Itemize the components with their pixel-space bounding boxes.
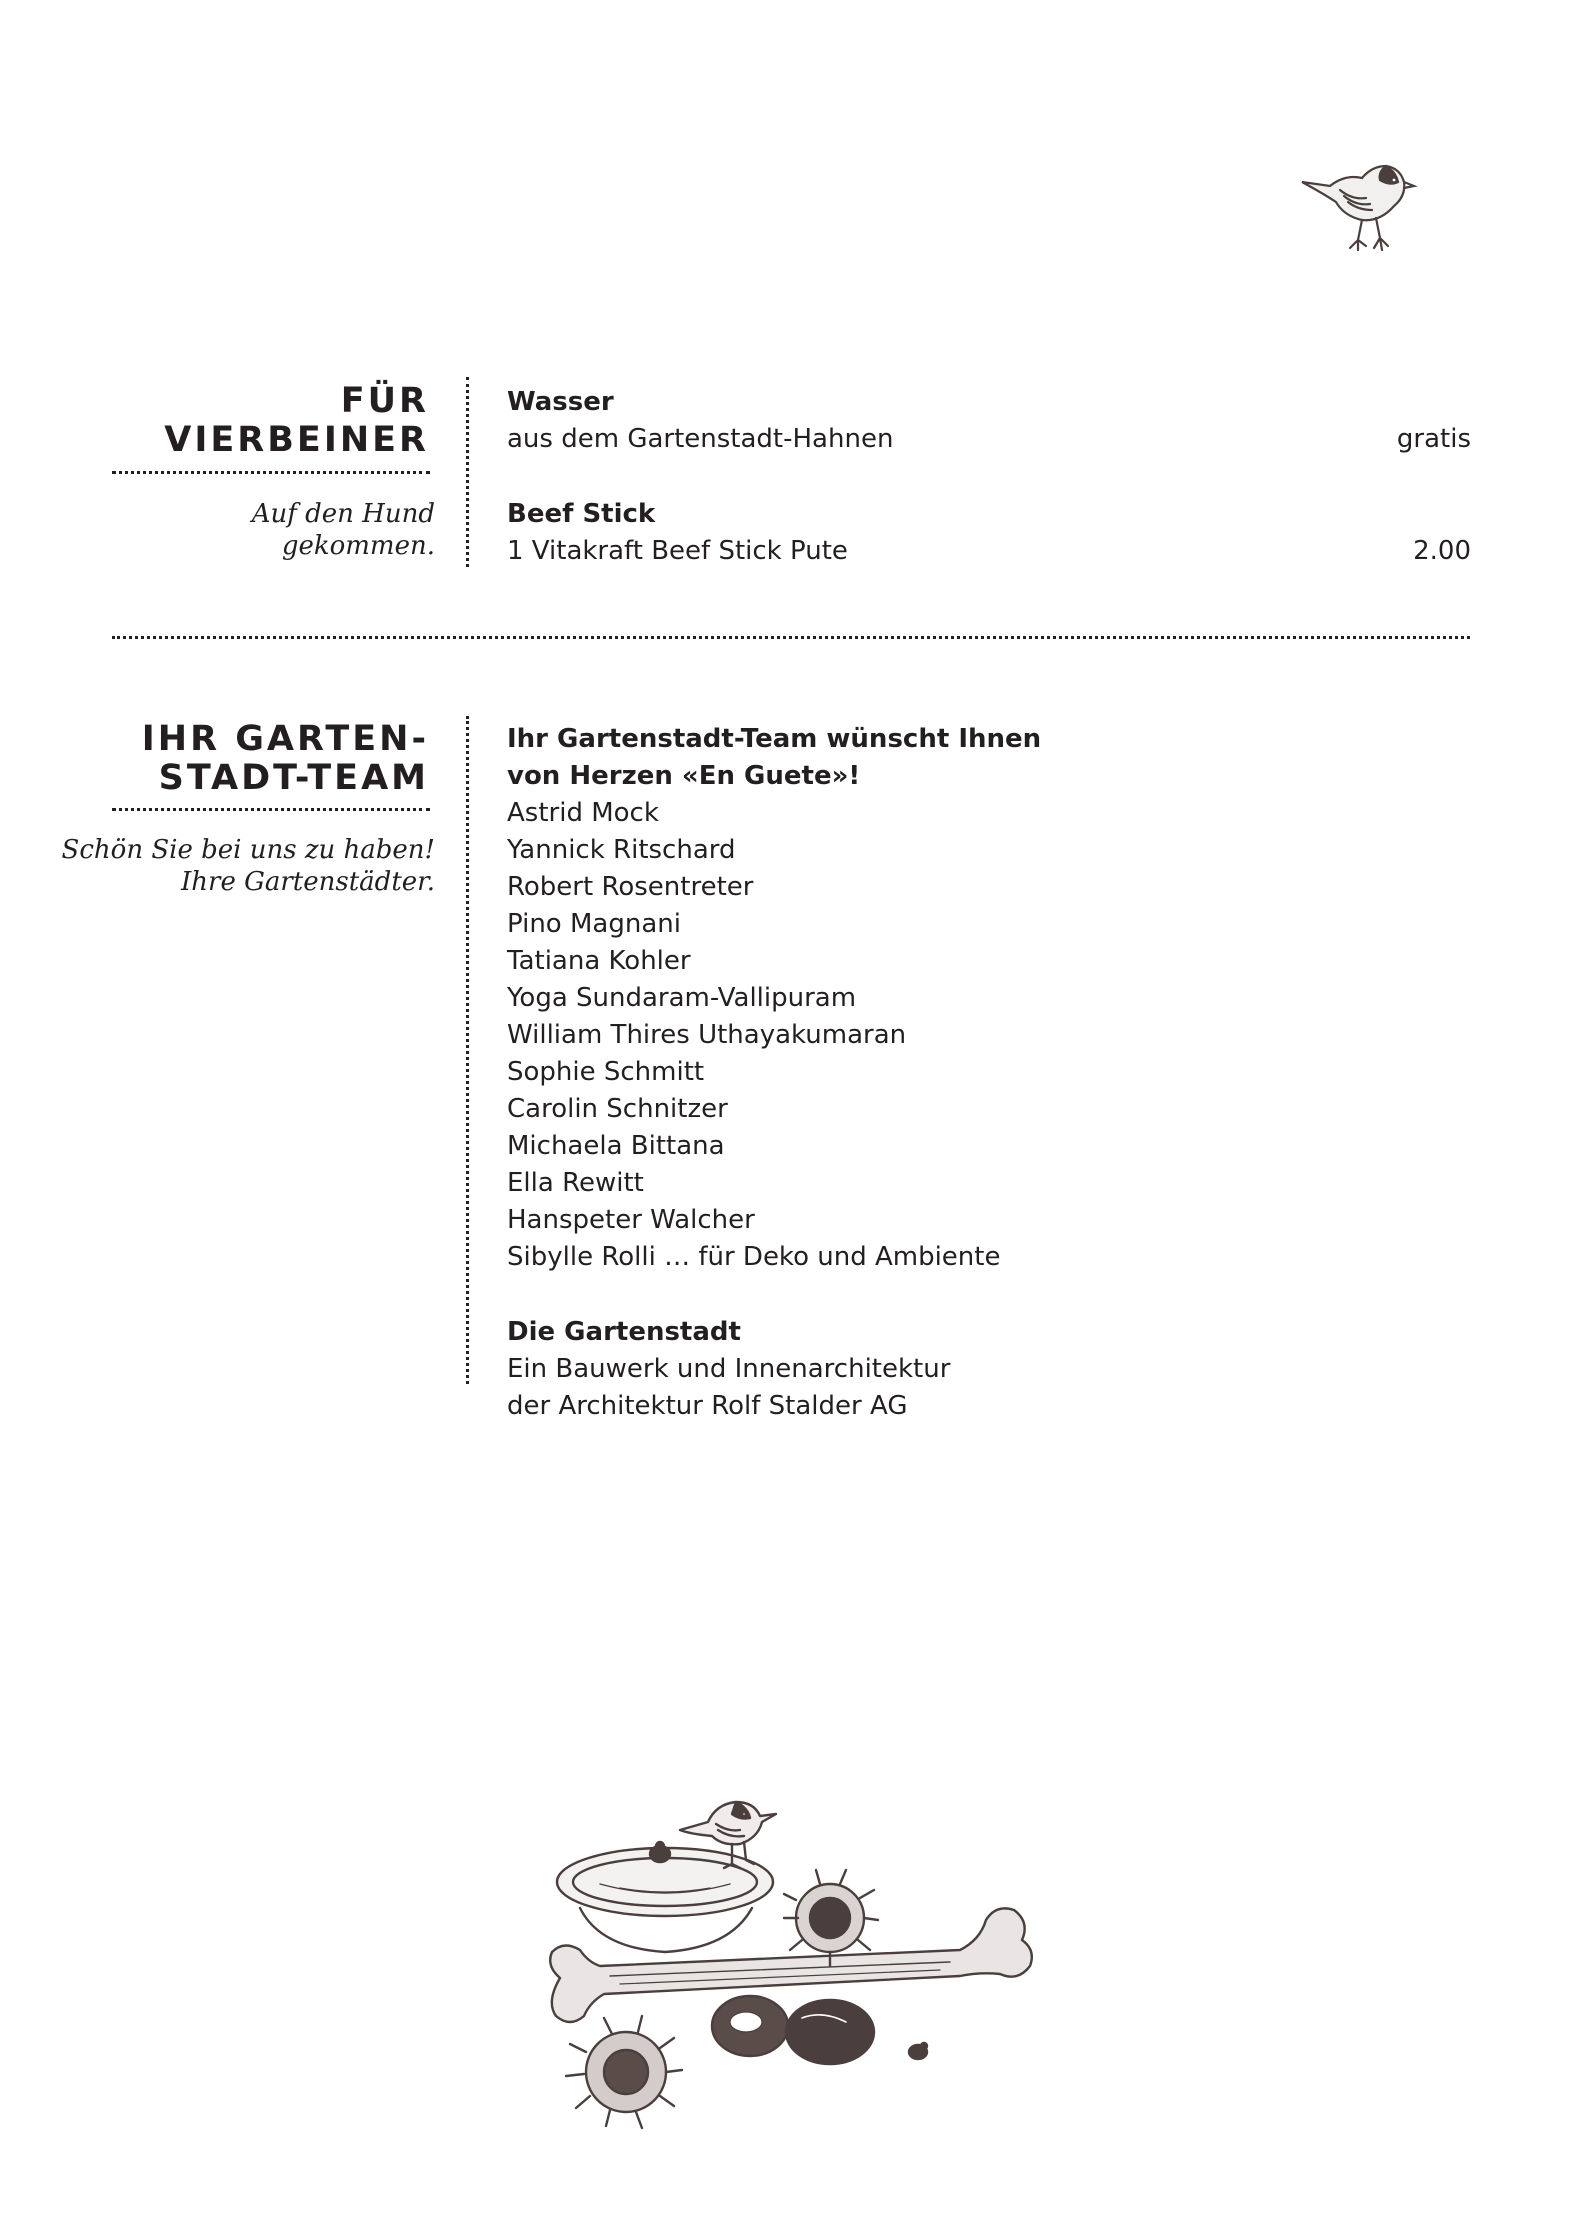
team-member-list xyxy=(507,795,1471,1276)
building-line2: der Architektur Rolf Stalder AG xyxy=(507,1391,908,1421)
section-team-underline xyxy=(112,808,430,811)
team-member: Yoga Sundaram-Vallipuram xyxy=(507,983,857,1013)
section-separator xyxy=(112,636,1470,639)
menu-item-price: gratis xyxy=(1396,424,1471,454)
building-title: Die Gartenstadt xyxy=(507,1317,741,1347)
section-dogs-menu xyxy=(507,384,1471,570)
section-team-title-line1: IHR GARTEN- xyxy=(141,719,429,759)
section-dogs-title xyxy=(164,382,429,460)
team-member: Carolin Schnitzer xyxy=(507,1094,728,1124)
team-greeting-line2: von Herzen «En Guete»! xyxy=(507,761,861,791)
section-dogs-divider xyxy=(466,377,469,567)
section-team-divider xyxy=(466,716,469,1384)
team-member: Michaela Bittana xyxy=(507,1131,725,1161)
team-member: Robert Rosentreter xyxy=(507,872,754,902)
section-team-content xyxy=(507,721,1471,1425)
menu-item xyxy=(507,384,1471,458)
bone-icon xyxy=(550,1908,1032,2022)
water-bowl-icon xyxy=(557,1848,773,1952)
team-member: Hanspeter Walcher xyxy=(507,1205,755,1235)
team-member: Ella Rewitt xyxy=(507,1168,644,1198)
ladybug-icon xyxy=(650,1842,670,1862)
section-dogs-tagline-line1: Auf den Hund xyxy=(251,499,435,529)
section-team-title-line2: STADT-TEAM xyxy=(158,758,429,798)
chestnut-icon xyxy=(784,1870,878,1966)
section-dogs-tagline-line2: gekommen. xyxy=(281,531,435,561)
bird-bowl-bone-chestnut-illustration xyxy=(540,1790,1060,2130)
team-member: Yannick Ritschard xyxy=(507,835,736,865)
menu-item-name: Beef Stick xyxy=(507,499,656,529)
section-dogs-underline xyxy=(112,471,430,474)
bird-icon xyxy=(1300,160,1420,255)
menu-item-description: aus dem Gartenstadt-Hahnen xyxy=(507,424,894,454)
building-line1: Ein Bauwerk und Innenarchitektur xyxy=(507,1354,951,1384)
team-member: Tatiana Kohler xyxy=(507,946,691,976)
team-member: Sophie Schmitt xyxy=(507,1057,705,1087)
menu-item xyxy=(507,496,1471,570)
section-team-tagline-line2: Ihre Gartenstädter. xyxy=(181,867,435,897)
section-team-title xyxy=(142,720,429,798)
section-dogs-title-line1: FÜR xyxy=(340,381,429,421)
menu-item-name: Wasser xyxy=(507,387,614,417)
chestnut-icon xyxy=(566,2016,682,2128)
section-team-tagline xyxy=(62,834,435,898)
section-dogs-title-line2: VIERBEINER xyxy=(164,420,429,460)
team-member: Astrid Mock xyxy=(507,798,659,828)
chestnut-icon xyxy=(712,1996,874,2064)
menu-item-price: 2.00 xyxy=(1413,536,1471,566)
ladybug-icon xyxy=(909,2043,927,2059)
menu-item-description: 1 Vitakraft Beef Stick Pute xyxy=(507,536,848,566)
team-greeting-line1: Ihr Gartenstadt-Team wünscht Ihnen xyxy=(507,724,1042,754)
section-team-tagline-line1: Schön Sie bei uns zu haben! xyxy=(61,835,435,865)
section-dogs-tagline xyxy=(252,498,435,562)
team-member: Sibylle Rolli … für Deko und Ambiente xyxy=(507,1242,1001,1272)
team-member: William Thires Uthayakumaran xyxy=(507,1020,907,1050)
team-member: Pino Magnani xyxy=(507,909,681,939)
